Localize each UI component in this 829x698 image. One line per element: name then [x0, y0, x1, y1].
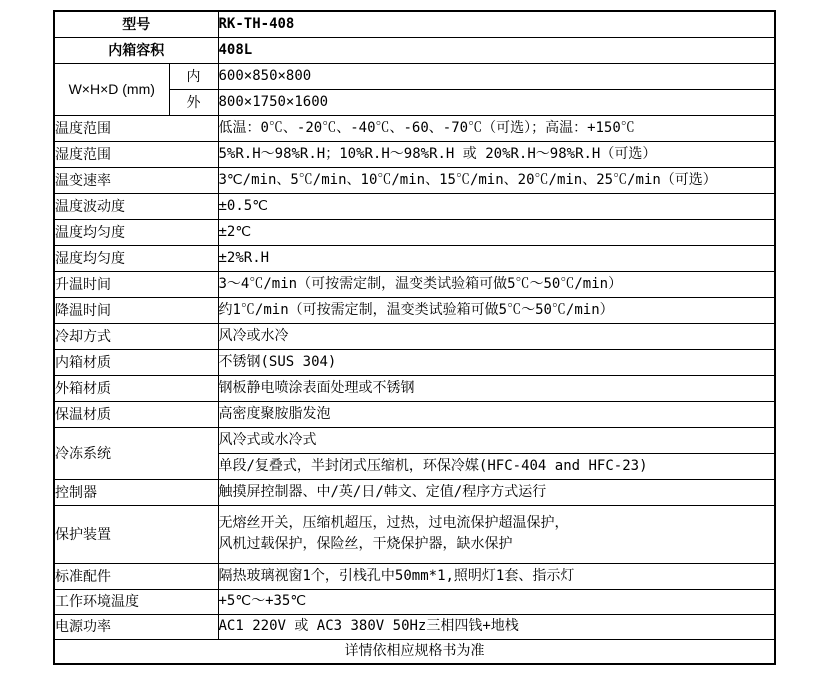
- ambient-label: 工作环境温度: [54, 589, 218, 614]
- controller-row: [54, 479, 775, 505]
- inner-material-row: [54, 349, 775, 375]
- dimensions-inner-value: 600×850×800: [218, 63, 775, 89]
- spec-row-label: 保温材质: [54, 401, 218, 427]
- spec-row-label: 温变速率: [54, 167, 218, 193]
- protection-value: [218, 505, 775, 563]
- ambient-value: +5℃～+35℃: [218, 589, 775, 614]
- spec-row-value: 高密度聚胺脂发泡: [218, 401, 775, 427]
- spec-row-value: ±0.5℃: [218, 193, 775, 219]
- spec-row-label: 温度范围: [54, 115, 218, 141]
- controller-label: 控制器: [54, 479, 218, 505]
- spec-row-label: 温度均匀度: [54, 219, 218, 245]
- volume-label: 内箱容积: [54, 37, 218, 63]
- spec-row-value: 低温：0℃、-20℃、-40℃、-60、-70℃（可选）；高温：+150℃: [218, 115, 775, 141]
- model-label: 型号: [54, 11, 218, 37]
- dimensions-outer-label: 外: [169, 89, 218, 115]
- heat-up-time-row: [54, 271, 775, 297]
- refrigeration-label: 冷冻系统: [54, 427, 218, 479]
- spec-row-label: 升温时间: [54, 271, 218, 297]
- temp-change-rate-row: [54, 167, 775, 193]
- spec-row-label: 湿度范围: [54, 141, 218, 167]
- insulation-material-row: [54, 401, 775, 427]
- accessories-row: [54, 563, 775, 589]
- spec-row-value: 3℃/min、5℃/min、10℃/min、15℃/min、20℃/min、25℃/min（可选）: [218, 167, 775, 193]
- dimensions-outer-value: 800×1750×1600: [218, 89, 775, 115]
- cooling-method-row: [54, 323, 775, 349]
- refrigeration-value-1: 风冷式或水冷式: [218, 427, 775, 453]
- temp-range-row: [54, 115, 775, 141]
- spec-row-value: ±2℃: [218, 219, 775, 245]
- protection-label: 保护装置: [54, 505, 218, 563]
- spec-row-value: 3～4℃/min（可按需定制，温变类试验箱可做5℃～50℃/min）: [218, 271, 775, 297]
- protection-line-2: 风机过载保护，保险丝，干烧保护器，缺水保护: [218, 536, 513, 552]
- volume-value: 408L: [218, 37, 775, 63]
- protection-row: [54, 505, 775, 563]
- refrigeration-value-2: 单段/复叠式，半封闭式压缩机，环保冷媒(HFC-404 and HFC-23): [218, 453, 775, 479]
- dimensions-label: W×H×D (mm): [54, 63, 169, 115]
- model-value: RK-TH-408: [218, 11, 775, 37]
- spec-row-label: 外箱材质: [54, 375, 218, 401]
- power-value: AC1 220V 或 AC3 380V 50Hz三相四钱+地栈: [218, 614, 775, 639]
- model-row: [54, 11, 775, 37]
- humidity-uniformity-row: [54, 245, 775, 271]
- dimensions-inner-label: 内: [169, 63, 218, 89]
- accessories-value: 隔热玻璃视窗1个，引栈孔中50mm*1,照明灯1套、指示灯: [218, 563, 775, 589]
- power-label: 电源功率: [54, 614, 218, 639]
- accessories-label: 标准配件: [54, 563, 218, 589]
- spec-row-label: 内箱材质: [54, 349, 218, 375]
- spec-row-label: 冷却方式: [54, 323, 218, 349]
- footer-note: 详情依相应规格书为准: [54, 639, 775, 664]
- protection-line-1: 无熔丝开关，压缩机超压，过热，过电流保护超温保护，: [218, 515, 569, 531]
- spec-row-value: 约1℃/min（可按需定制，温变类试验箱可做5℃～50℃/min）: [218, 297, 775, 323]
- spec-row-label: 温度波动度: [54, 193, 218, 219]
- footer-row: [54, 639, 775, 664]
- spec-row-value: 钢板静电喷涂表面处理或不锈钢: [218, 375, 775, 401]
- controller-value: 触摸屏控制器、中/英/日/韩文、定值/程序方式运行: [218, 479, 775, 505]
- spec-row-value: 不锈钢(SUS 304): [218, 349, 775, 375]
- refrigeration-row-1: [54, 427, 775, 453]
- spec-row-label: 降温时间: [54, 297, 218, 323]
- humidity-range-row: [54, 141, 775, 167]
- temp-fluctuation-row: [54, 193, 775, 219]
- spec-row-label: 湿度均匀度: [54, 245, 218, 271]
- volume-row: [54, 37, 775, 63]
- power-row: [54, 614, 775, 639]
- spec-row-value: 风冷或水冷: [218, 323, 775, 349]
- outer-material-row: [54, 375, 775, 401]
- cool-down-time-row: [54, 297, 775, 323]
- ambient-row: [54, 589, 775, 614]
- spec-row-value: ±2%R.H: [218, 245, 775, 271]
- temp-uniformity-row: [54, 219, 775, 245]
- spec-table: [53, 10, 776, 665]
- spec-row-value: 5%R.H～98%R.H；10%R.H～98%R.H 或 20%R.H～98%R.H（可选）: [218, 141, 775, 167]
- dimensions-inner-row: [54, 63, 775, 89]
